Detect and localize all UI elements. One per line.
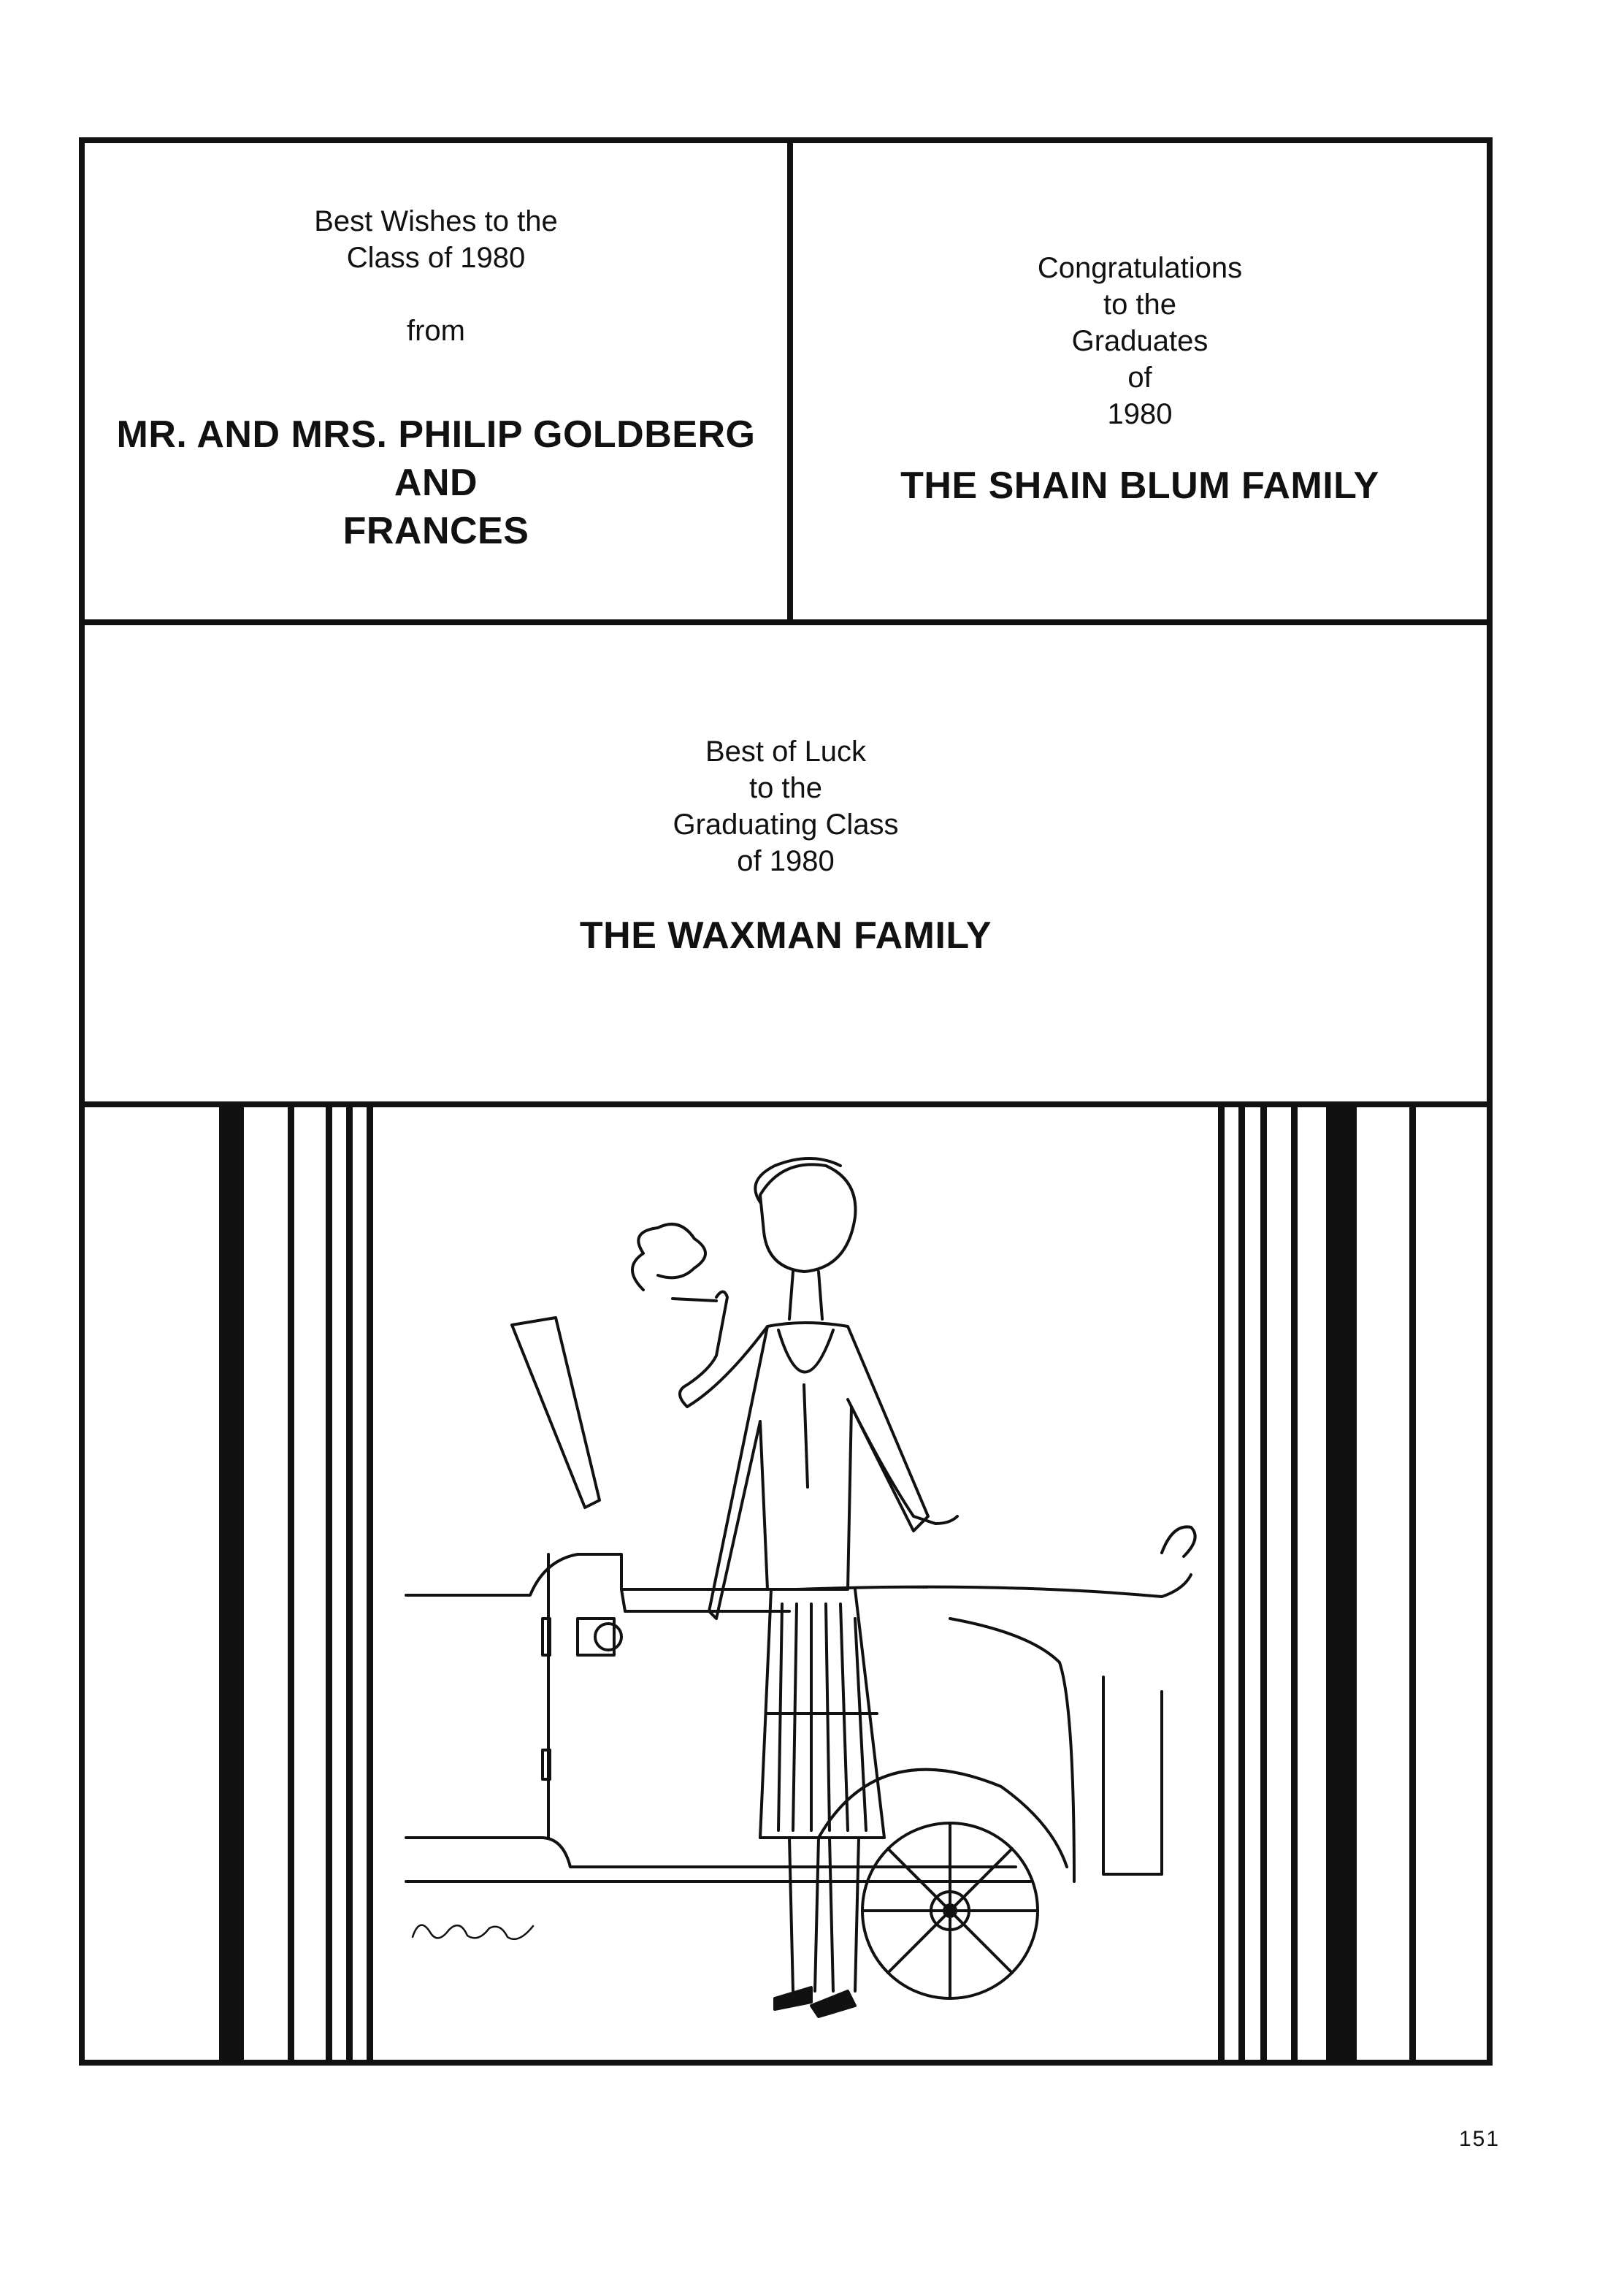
left-stripe xyxy=(288,1107,294,2060)
ad-goldberg-name3: FRANCES xyxy=(342,510,529,552)
artist-signature xyxy=(409,1908,540,1952)
page-number: 151 xyxy=(1459,2127,1501,2151)
ad-goldberg-line3: from xyxy=(407,315,465,347)
horizontal-divider-bottom xyxy=(79,1101,1493,1107)
ad-shain-blum-name: THE SHAIN BLUM FAMILY xyxy=(900,465,1379,507)
ad-waxman-line4: of 1980 xyxy=(737,845,835,877)
right-stripe xyxy=(1291,1107,1298,2060)
left-stripe xyxy=(346,1107,353,2060)
ad-waxman-line1: Best of Luck xyxy=(705,736,867,768)
ad-goldberg-name1: MR. AND MRS. PHILIP GOLDBERG xyxy=(116,413,756,456)
ad-shain-blum xyxy=(793,250,1487,510)
right-stripe-thick xyxy=(1326,1107,1357,2060)
ad-shain-blum-line3: Graduates xyxy=(1071,325,1209,357)
ad-waxman-line2: to the xyxy=(748,772,823,804)
ad-shain-blum-line4: of xyxy=(1127,362,1152,394)
ad-goldberg xyxy=(85,203,787,555)
ad-waxman-line3: Graduating Class xyxy=(673,809,899,841)
ad-shain-blum-line5: 1980 xyxy=(1107,398,1173,430)
horizontal-divider-top xyxy=(79,619,1493,625)
ad-shain-blum-line1: Congratulations xyxy=(1037,252,1243,284)
right-stripe xyxy=(1238,1107,1245,2060)
ad-waxman-name: THE WAXMAN FAMILY xyxy=(579,914,992,957)
right-stripe xyxy=(1409,1107,1416,2060)
right-stripe xyxy=(1260,1107,1267,2060)
vertical-divider xyxy=(787,137,793,622)
left-stripe xyxy=(326,1107,332,2060)
ad-waxman xyxy=(85,733,1487,960)
right-stripe xyxy=(1218,1107,1225,2060)
ad-goldberg-line1: Best Wishes to the xyxy=(314,205,558,237)
left-stripe-thick xyxy=(219,1107,244,2060)
ad-shain-blum-line2: to the xyxy=(1103,289,1177,321)
ad-goldberg-name2: AND xyxy=(394,462,478,504)
ad-goldberg-line2: Class of 1980 xyxy=(346,242,526,274)
left-stripe xyxy=(367,1107,373,2060)
